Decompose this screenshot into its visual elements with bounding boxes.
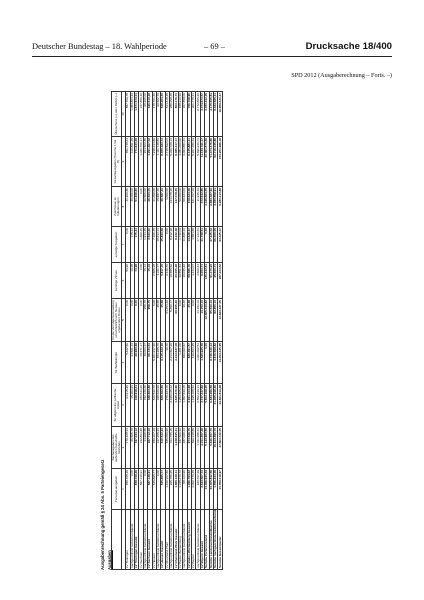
row-label: LV Sachsen Gesamt — [148, 510, 152, 570]
column-number: 2 — [122, 427, 126, 469]
table-cell: 1.253.565,64 — [178, 384, 182, 427]
column-number: 1 — [122, 469, 126, 510]
page-number: – 69 – — [204, 42, 225, 51]
table-cell: 7.238.433,89 — [152, 137, 156, 187]
table-cell: 974.526,75 — [187, 427, 191, 469]
table-cell: 14.153,10 — [196, 299, 200, 342]
row-label: LV Rheinland-Pfalz — [165, 510, 169, 570]
table-cell: 232.803,68 — [139, 427, 143, 469]
table-cell: 439.863,25 — [192, 342, 196, 384]
table-cell: 2.718.592,04 — [165, 137, 169, 187]
table-cell: 1.530.925,76 — [200, 342, 204, 384]
table-cell: 1.556.243,06 — [214, 469, 218, 510]
table-cell: 8.232,38 — [170, 227, 174, 263]
row-label: nachgeordnete Gebietsverbände — [143, 510, 147, 570]
table-cell: 66.000,05 — [214, 227, 218, 263]
table-cell: 264.500,85 — [143, 137, 147, 187]
table-cell: 1.248.845,31 — [174, 427, 178, 469]
table-cell: 14.153,10 — [200, 299, 204, 342]
table-cell: 3.064.881,41 — [183, 137, 187, 187]
table-cell: 13.403.135,95 — [218, 342, 222, 384]
table-cell: 326.519,28 — [148, 92, 152, 137]
table-cell: 1.201,00 — [178, 342, 182, 384]
table-cell: 130.432,61 — [205, 263, 209, 299]
table-cell: 0,00 — [205, 227, 209, 263]
table-cell: 152.120,60 — [143, 384, 147, 427]
table-cell: 15,13 — [148, 263, 152, 299]
table-cell: 73,28 — [134, 263, 138, 299]
table-cell: 24.521,13 — [130, 342, 134, 384]
table-cell: 3.074.673,57 — [200, 92, 204, 137]
table-cell: 175,31 — [134, 227, 138, 263]
table-cell: 0,00 — [139, 187, 143, 227]
table-cell: 109.918,41 — [134, 384, 138, 427]
table-cell: 1.026.766,17 — [139, 137, 143, 187]
column-number: 6 — [122, 263, 126, 299]
table-cell: 0,00 — [134, 299, 138, 342]
row-label: nachgeordnete Gebietsverbände — [183, 510, 187, 570]
table-cell: 27.663.732,05 — [218, 427, 222, 469]
table-cell: 1.083.863,23 — [130, 92, 134, 137]
table-cell: 766.768,96 — [187, 92, 191, 137]
table-cell: 2.211.307,48 — [200, 427, 204, 469]
column-number: 3 — [122, 384, 126, 427]
table-cell: 545.895,77 — [161, 469, 165, 510]
table-cell: 8.350.182,72 — [161, 137, 165, 187]
table-cell: 0,00 — [143, 469, 147, 510]
table-cell: 6.833.296,58 — [209, 384, 213, 427]
table-cell: 91.170,20 — [209, 263, 213, 299]
column-number: 10 — [122, 92, 126, 137]
table-cell: 31.405.349,46 — [214, 384, 218, 427]
header-parliament: Deutscher Bundestag – 18. Wahlperiode — [32, 42, 167, 51]
table-cell: 127.078,35 — [174, 187, 178, 227]
table-cell: 29.983,69 — [134, 342, 138, 384]
table-cell: 58.123,90 — [183, 469, 187, 510]
table-cell: 3.311,77 — [156, 263, 160, 299]
table-cell: 56,90 — [126, 263, 130, 299]
table-cell: 26.565,78 — [130, 427, 134, 469]
table-row — [218, 92, 222, 570]
row-label: Summe nachgeordnete Gebietsverbände — [213, 508, 218, 568]
table-cell: 10.035,22 — [183, 263, 187, 299]
table-cell: 21.000,00 — [152, 187, 156, 227]
table-cell: 16.913.390,75 — [214, 427, 218, 469]
table-cell: 59.000,00 — [178, 187, 182, 227]
table-cell: 487.506,62 — [178, 427, 182, 469]
table-cell: 9.280.410,88 — [218, 187, 222, 227]
table-cell: 3.002.770,45 — [192, 469, 196, 510]
table-cell: 307.858,00 — [183, 92, 187, 137]
table-cell: 20.005,28 — [174, 263, 178, 299]
row-label: nachgeordnete Gebietsverbände — [130, 510, 134, 570]
table-cell: 0,00 — [205, 342, 209, 384]
table-cell: 958,75 — [148, 299, 152, 342]
page-header — [32, 42, 392, 56]
table-cell: 0,00 — [156, 469, 160, 510]
table-cell: 170.468,34 — [126, 427, 130, 469]
row-label: LV Hessen Gesamt — [161, 510, 165, 570]
table-cell: 658.708,39 — [126, 469, 130, 510]
column-number: 4 — [122, 342, 126, 384]
table-cell: 6.145.881,41 — [187, 137, 191, 187]
table-cell: 94.615,20 — [126, 384, 130, 427]
table-cell: 186.543,26 — [139, 384, 143, 427]
table-cell: 40.061.573,46 — [205, 137, 209, 187]
table-cell: 9.333.585,31 — [214, 92, 218, 137]
table-cell: 0,00 — [126, 299, 130, 342]
rotated-table — [97, 87, 327, 574]
table-cell: 21.708,51 — [200, 227, 204, 263]
table-cell: 45.500,71 — [214, 263, 218, 299]
table-cell: 69.562,79 — [156, 92, 160, 137]
row-label: Summe Landesverbände/Bezirke — [209, 510, 213, 570]
table-cell: 587.709,78 — [126, 92, 130, 137]
table-cell: 1.657.539,35 — [183, 384, 187, 427]
column-number: 8 — [122, 187, 126, 227]
column-header: für Wahlkämpfe — [112, 342, 122, 384]
table-cell: 3.747.447,82 — [200, 384, 204, 427]
table-cell: 1.338.670,72 — [178, 469, 182, 510]
table-cell: 50.624,06 — [183, 187, 187, 227]
table-cell: 616.522,42 — [161, 427, 165, 469]
table-cell: 1.609,15 — [139, 227, 143, 263]
table-cell: 1.291.267,02 — [148, 137, 152, 187]
table-cell: 5.366.725,13 — [170, 137, 174, 187]
table-cell: 3.000,00 — [165, 187, 169, 227]
table-cell: 5.450,77 — [170, 299, 174, 342]
table-cell: 829.090,57 — [183, 342, 187, 384]
table-cell: 225.780,25 — [170, 469, 174, 510]
table-cell: 478.701,66 — [152, 92, 156, 137]
row-label: LV Rheinland-Pfalz Gesamt — [174, 510, 178, 570]
table-title: Ausgabenrechnung gemäß § 24 Abs. 5 Parteiengesetz — [100, 459, 105, 570]
table-cell: 771.640,09 — [134, 137, 138, 187]
row-label: LV Bayern Gesamt — [200, 510, 204, 570]
table-cell: 154.251.986,18 — [218, 137, 222, 187]
row-label: LV Thüringen Gesamt — [134, 510, 138, 570]
table-cell: 1.396.794,62 — [187, 469, 191, 510]
table-cell: 2.883.187,92 — [209, 187, 213, 227]
table-cell: 763.785,35 — [170, 427, 174, 469]
table-cell: 30,48 — [187, 299, 191, 342]
table-cell: 11.209,80 — [126, 187, 130, 227]
table-cell: 849.162,66 — [161, 384, 165, 427]
table-cell: 34.908,55 — [143, 427, 147, 469]
table-cell: 40.000,00 — [130, 187, 134, 227]
expenditure-table — [111, 91, 223, 570]
table-cell: 119.891,45 — [130, 137, 134, 187]
table-cell: 545.895,77 — [152, 469, 156, 510]
table-cell: 2.198.045,12 — [170, 384, 174, 427]
table-cell: 9.004,71 — [200, 263, 204, 299]
table-cell: 6.115.323,16 — [161, 342, 165, 384]
table-cell: 11.935,49 — [196, 187, 200, 227]
column-header — [112, 510, 122, 570]
table-cell: 0,00 — [165, 227, 169, 263]
table-cell: 5.462,56 — [126, 342, 130, 384]
table-cell: 227.859,26 — [139, 92, 143, 137]
table-cell: 64.454,69 — [165, 299, 169, 342]
table-cell: 45,58 — [156, 299, 160, 342]
table-cell: 98.660,02 — [143, 92, 147, 137]
table-cell: 12.665.343,82 — [205, 299, 209, 342]
table-cell: 485.059,96 — [165, 427, 169, 469]
table-cell: 267.712,23 — [148, 427, 152, 469]
column-header: Zuschüsse an Gliederungen — [112, 187, 122, 227]
header-rule — [32, 56, 392, 57]
table-cell: 958,75 — [143, 299, 147, 342]
table-cell: 15.587,40 — [156, 187, 160, 227]
table-cell: 5.817,15 — [161, 263, 165, 299]
row-label: LV Thüringen — [126, 510, 130, 570]
table-cell: 39,70 — [165, 342, 169, 384]
table-cell: 45,58 — [161, 299, 165, 342]
table-cell: 0,00 — [139, 299, 143, 342]
table-cell: 3.623.567,74 — [200, 469, 204, 510]
table-cell: 15,13 — [143, 263, 147, 299]
table-cell: 2.213.637,09 — [174, 342, 178, 384]
column-number: 7 — [122, 227, 126, 263]
table-cell: 18.671,17 — [139, 342, 143, 384]
table-cell: 17.123,63 — [196, 227, 200, 263]
row-label: Summe Parteivorstand — [205, 510, 209, 570]
table-cell: 13.628,37 — [187, 227, 191, 263]
rotated-table-container — [97, 87, 327, 574]
column-header: Personal-ausgaben — [112, 469, 122, 510]
row-label: nachgeordnete Gebietsverbände — [170, 510, 174, 570]
table-cell: 3.081.000,00 — [178, 137, 182, 187]
table-cell: 16.959.433,47 — [218, 92, 222, 137]
table-cell: 11.898,33 — [183, 227, 187, 263]
table-cell: 3.450.342,35 — [205, 92, 209, 137]
table-cell: 658.708,39 — [134, 469, 138, 510]
table-cell: 82.350,10 — [214, 299, 218, 342]
table-cell: 26.500,00 — [143, 187, 147, 227]
column-number: 9 — [122, 137, 126, 187]
document-number: Drucksache 18/400 — [305, 41, 392, 52]
table-cell: 4.175.505,81 — [209, 92, 213, 137]
table-cell: 8.085.317,17 — [174, 137, 178, 187]
table-cell: 1.111.748,83 — [156, 137, 160, 187]
table-cell: 0,00 — [130, 299, 134, 342]
table-cell: 288.358,45 — [170, 92, 174, 137]
table-section: Ausgaben — [107, 550, 112, 570]
table-cell: 11.164.411,17 — [200, 137, 204, 187]
table-cell: 85.543,13 — [209, 299, 213, 342]
table-cell: 1.934,45 — [143, 227, 147, 263]
table-cell: 36.587,40 — [161, 187, 165, 227]
table-cell: 8.232,38 — [174, 227, 178, 263]
column-header: sonstige Zinsen — [112, 263, 122, 299]
table-cell: 4.560,64 — [196, 263, 200, 299]
table-cell: 9.449,76 — [165, 263, 169, 299]
table-cell: 1.625.376,96 — [174, 384, 178, 427]
table-cell: 1.671.573,01 — [134, 92, 138, 137]
table-cell: 2.552.339,31 — [196, 384, 200, 427]
table-cell: 197.034,12 — [134, 427, 138, 469]
column-header: für die Vermögensverwaltung einschließlich sich hieraus ergebender Zinsen — [111, 300, 122, 340]
table-cell: 338.629,96 — [156, 384, 160, 427]
table-cell: 473.642,85 — [200, 187, 204, 227]
table-cell: 0,00 — [178, 299, 182, 342]
table-cell: 8.726.536,13 — [209, 342, 213, 384]
table-cell: 278.223,70 — [165, 384, 169, 427]
table-cell: 830.291,57 — [187, 342, 191, 384]
table-cell: 3.543,60 — [148, 227, 152, 263]
table-cell: 30,48 — [183, 299, 187, 342]
column-header: Gesamtausgaben (Summe 1 bis 8) — [112, 137, 122, 187]
table-cell: 3.050.558,91 — [214, 187, 218, 227]
table-cell: 5.123.983,55 — [205, 427, 209, 469]
table-cell: 124.078,35 — [170, 187, 174, 227]
header-row — [112, 92, 122, 570]
table-cell: 453.385,76 — [156, 342, 160, 384]
table-cell: 26.500,00 — [148, 187, 152, 227]
table-cell: 25.823,58 — [161, 227, 165, 263]
table-cell: 43.841.813,28 — [218, 384, 222, 427]
table-cell: 587.138,91 — [148, 469, 152, 510]
table-cell: 93.425,07 — [218, 227, 222, 263]
table-cell: 1.091.062,51 — [196, 342, 200, 384]
table-cell: 4.444,07 — [192, 263, 196, 299]
table-cell: 1.730,04 — [178, 227, 182, 263]
table-cell: 109.624,06 — [187, 187, 191, 227]
table-cell: 10.555,52 — [170, 263, 174, 299]
table-cell: 12.833.237,05 — [218, 299, 222, 342]
table-cell: 4.676.599,82 — [214, 342, 218, 384]
table-cell: 5.626.357,75 — [209, 427, 213, 469]
column-header: für allgemeine politische Arbeit — [112, 384, 122, 427]
table-cell: 5.661.937,40 — [152, 342, 156, 384]
table-cell: 338.663,86 — [148, 384, 152, 427]
table-cell: 16,38 — [130, 263, 134, 299]
table-cell: 0,00 — [139, 263, 143, 299]
table-cell: 40.059.019,97 — [218, 469, 222, 510]
table-cell: 0,00 — [130, 469, 134, 510]
table-cell: 4.584,88 — [192, 227, 196, 263]
table-cell: 599.348,85 — [192, 427, 196, 469]
table-cell: 620.797,29 — [196, 469, 200, 510]
row-label: LV Sachsen — [139, 510, 143, 570]
table-cell: 0,00 — [126, 227, 130, 263]
table-cell: 49.551,54 — [178, 263, 182, 299]
table-cell: 1.865.148,11 — [174, 469, 178, 510]
table-cell: 51.474.376,86 — [209, 137, 213, 187]
table-cell: 59.586,76 — [187, 263, 191, 299]
table-cell: 51.209,80 — [134, 187, 138, 227]
table-cell: 0,00 — [192, 299, 196, 342]
table-cell: 48.063,37 — [143, 342, 147, 384]
table-cell: 5.896.930,74 — [196, 137, 200, 187]
table-cell: 803.176,70 — [174, 92, 178, 137]
table-cell: 458.910,96 — [178, 92, 182, 137]
table-cell: 18.633,13 — [156, 227, 160, 263]
column-header: sonstige Ausgaben — [112, 227, 122, 263]
table-cell: 23.005.842,58 — [209, 469, 213, 510]
row-label: LV Bayern — [192, 510, 196, 570]
table-cell: 514.818,25 — [165, 92, 169, 137]
table-cell: 0,00 — [152, 299, 156, 342]
table-cell: 2.911.104,99 — [187, 384, 191, 427]
table-cell: 14.496.934,33 — [205, 469, 209, 510]
table-cell: 587.138,91 — [139, 469, 143, 510]
table-cell: 548.264,45 — [161, 92, 165, 137]
table-cell: 1.195.108,51 — [192, 384, 196, 427]
table-cell: 1.611.958,63 — [196, 427, 200, 469]
table-cell: 510.532,70 — [152, 384, 156, 427]
row-label: LV Baden-Württemberg — [178, 510, 182, 570]
row-label: nachgeordnete Gebietsverbände — [196, 510, 200, 570]
table-cell: 1.639.367,86 — [165, 469, 169, 510]
table-cell: 3.346.664,05 — [205, 187, 209, 227]
table-cell: 62.716.035,86 — [214, 137, 218, 187]
table-cell: 2.213.597,39 — [170, 342, 174, 384]
table-cell: 2.772.895,26 — [196, 92, 200, 137]
table-cell: 2.505,38 — [152, 263, 156, 299]
table-cell: 69.905,46 — [174, 299, 178, 342]
table-cell: 5.267.480,43 — [192, 137, 196, 187]
section-subtitle: SPD 2012 (Ausgaberechnung – Forts. –) — [291, 72, 392, 79]
table-cell: 27.425,02 — [209, 227, 213, 263]
table-cell: 66.734,54 — [148, 342, 152, 384]
table-cell: 267.103,52 — [218, 263, 222, 299]
table-cell: 487.020,13 — [183, 427, 187, 469]
table-cell: 651.748,64 — [126, 137, 130, 187]
table-cell: 7.190,45 — [152, 227, 156, 263]
row-label: LV Baden-Württemberg Gesamt — [187, 510, 191, 570]
table-cell: 127.155,23 — [156, 427, 160, 469]
table-cell: 15.303,21 — [130, 384, 134, 427]
row-label: nachgeordnete Gebietsverbände — [156, 510, 160, 570]
column-header: Sachausgaben des laufenden Geschäftsbetriebes — [112, 427, 122, 469]
table-cell: 489.367,19 — [152, 427, 156, 469]
column-header: Überschuss (+) oder Defizit (–) — [112, 92, 122, 137]
table-cell: 5.603.168,25 — [205, 384, 209, 427]
column-number: 5 — [122, 299, 126, 342]
row-label: Summe Gesamtpartei — [218, 510, 222, 570]
table-cell: 461.707,36 — [192, 187, 196, 227]
row-label: LV Hessen — [152, 510, 156, 570]
table-cell: 301.778,31 — [192, 92, 196, 137]
table-cell: 175,31 — [130, 227, 134, 263]
